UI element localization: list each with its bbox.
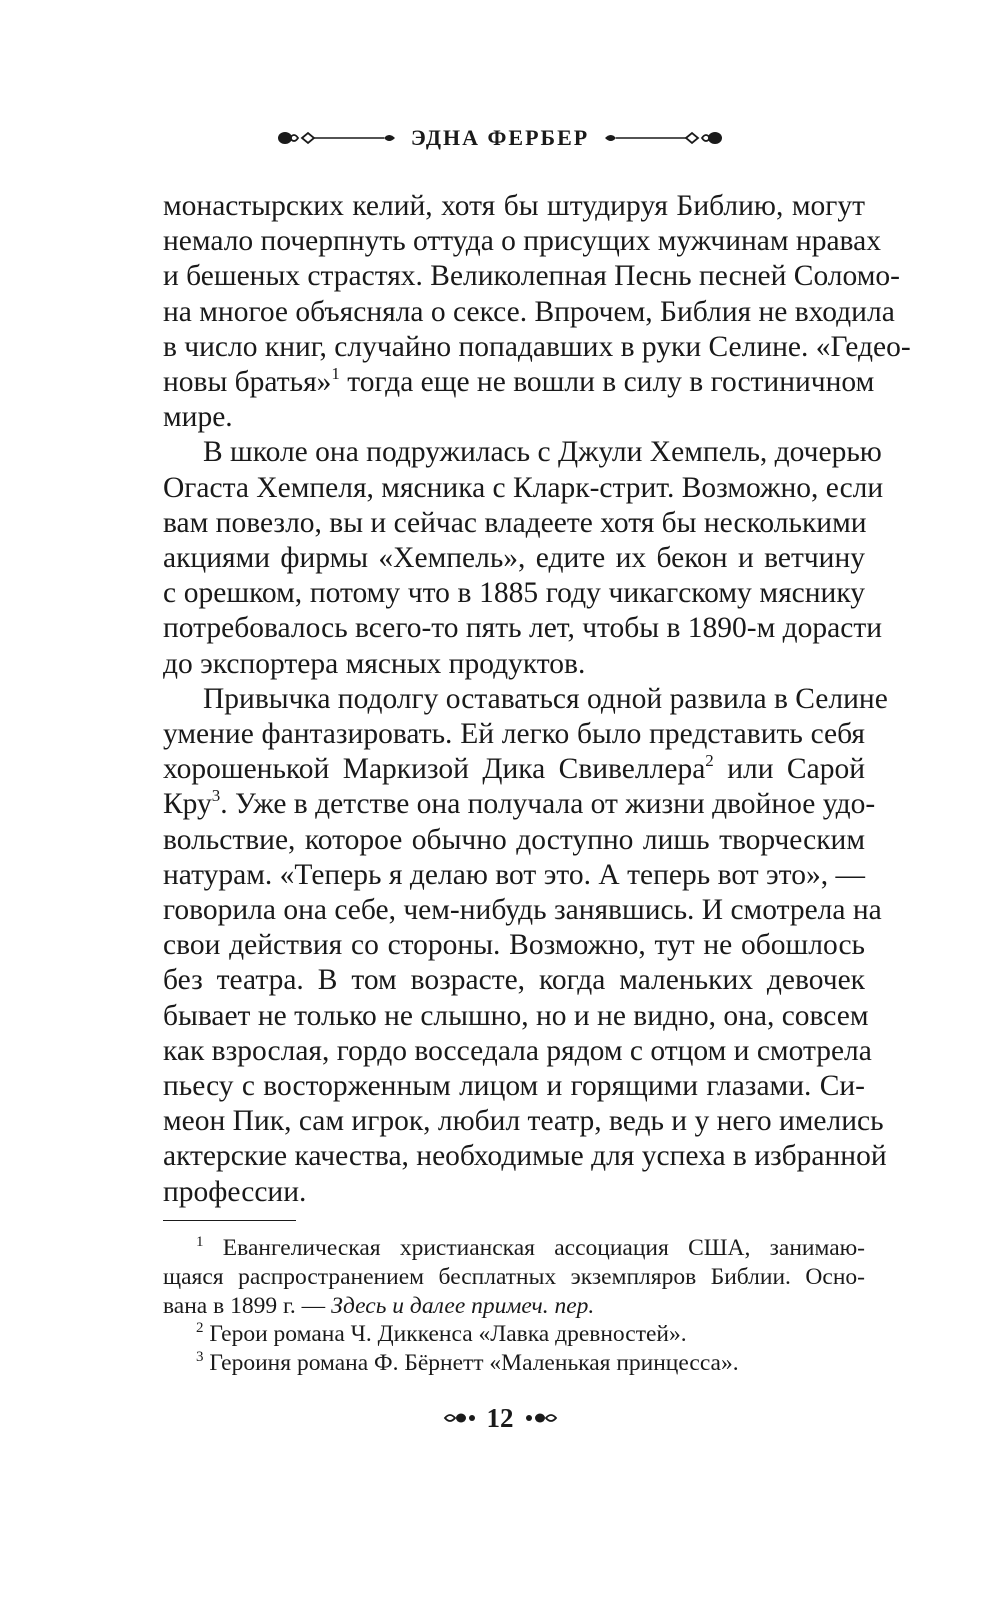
text-fragment: Кру [163, 788, 212, 821]
folio-right-ornament [524, 1408, 558, 1428]
footnote-1 [163, 1234, 865, 1263]
text-line: до экспортера мясных продуктов. [163, 647, 586, 680]
running-head [0, 118, 1000, 158]
text-fragment: или Сарой [727, 753, 865, 786]
text-line: натурам. «Теперь я делаю вот это. А теперь вот это», — [163, 858, 865, 891]
footnote-ref-3: 3 [211, 786, 221, 806]
text-line: мире. [163, 401, 233, 434]
footnote-1-line: щаяся распространением бесплатных экземпляров Библии. Осно- [163, 1263, 865, 1290]
footnote-separator [163, 1220, 296, 1221]
footnotes [163, 1234, 865, 1378]
text-line: умение фантазировать. Ей легко было представить себя [163, 718, 865, 751]
text-line: акциями фирмы «Хемпель», едите их бекон и ветчину [163, 542, 865, 575]
text-line [163, 364, 875, 400]
footnote-1-number: 1 [196, 1234, 204, 1250]
footnote-1-text: вана в 1899 г. — [163, 1292, 332, 1319]
right-flourish-ornament [599, 126, 724, 150]
text-line: с орешком, потому что в 1885 году чикагскому мяснику [163, 577, 865, 610]
footnote-ref-2: 2 [705, 751, 714, 771]
footnote-2-number: 2 [196, 1320, 204, 1337]
footnote-1-line [163, 1292, 865, 1321]
text-line: Огаста Хемпеля, мясника с Кларк-стрит. Возможно, если [163, 471, 884, 504]
text-line: Привычка подолгу оставаться одной развила в Селине [203, 682, 888, 715]
text-line: свои действия со стороны. Возможно, тут не обошлось [163, 929, 865, 962]
text-fragment: хорошенькой Маркизой Дика Свивеллера [163, 753, 706, 786]
footnote-ref-1: 1 [331, 364, 340, 384]
text-line: как взрослая, гордо восседала рядом с отцом и смотрела [163, 1034, 872, 1067]
left-flourish-ornament [276, 126, 401, 150]
text-line: бывает не только не слышно, но и не видно, она, совсем [163, 999, 869, 1032]
text-line: пьесу с восторженным лицом и горящими глазами. Си- [163, 1070, 865, 1103]
text-line: в число книг, случайно попадавших в руки Селине. «Гедео- [163, 330, 911, 363]
body-text [163, 189, 911, 1210]
text-line: без театра. В том возрасте, когда маленьких девочек [163, 964, 865, 997]
text-line [163, 786, 876, 822]
text-line: говорила она себе, чем-нибудь занявшись. И смотрела на [163, 894, 882, 927]
text-line: профессии. [163, 1175, 307, 1208]
footnote-3-text: Героиня романа Ф. Бёрнетт «Маленькая принцесса». [209, 1350, 739, 1377]
text-line: В школе она подружилась с Джули Хемпель, дочерью [203, 436, 882, 469]
text-line: и бешеных страстях. Великолепная Песнь песней Соломо- [163, 260, 900, 293]
footnote-3-number: 3 [196, 1349, 204, 1366]
text-line: вам повезло, вы и сейчас владеете хотя бы несколькими [163, 506, 867, 539]
page-folio [0, 1398, 1000, 1438]
footnote-1-italic-note: Здесь и далее примеч. пер. [331, 1292, 595, 1319]
page-number: 12 [486, 1402, 514, 1433]
text-line: потребовалось всего-то пять лет, чтобы в 1890-м дорасти [163, 612, 883, 645]
text-line: актерские качества, необходимые для успеха в избранной [163, 1140, 887, 1173]
text-line: немало почерпнуть оттуда о присущих мужчинам нравах [163, 225, 881, 258]
footnote-2-text: Герои романа Ч. Диккенса «Лавка древностей». [209, 1321, 687, 1348]
folio-left-ornament [443, 1408, 477, 1428]
text-line: на многое объясняла о сексе. Впрочем, Библия не входила [163, 295, 895, 328]
running-head-title: ЭДНА ФЕРБЕР [410, 125, 590, 150]
footnote-2 [163, 1320, 865, 1349]
text-fragment: новы братья» [163, 366, 332, 399]
footnote-1-text: Евангелическая христианская ассоциация США, занимаю- [222, 1235, 866, 1261]
text-fragment: тогда еще не вошли в силу в гостиничном [347, 366, 875, 399]
text-fragment: . Уже в детстве она получала от жизни двойное удо- [220, 788, 876, 821]
text-line: вольствие, которое обычно доступно лишь творческим [163, 823, 865, 856]
text-line [163, 752, 865, 787]
footnote-3 [163, 1349, 865, 1378]
text-line: меон Пик, сам игрок, любил театр, ведь и у него имелись [163, 1105, 884, 1138]
text-line: монастырских келий, хотя бы штудируя Библию, могут [163, 190, 865, 222]
